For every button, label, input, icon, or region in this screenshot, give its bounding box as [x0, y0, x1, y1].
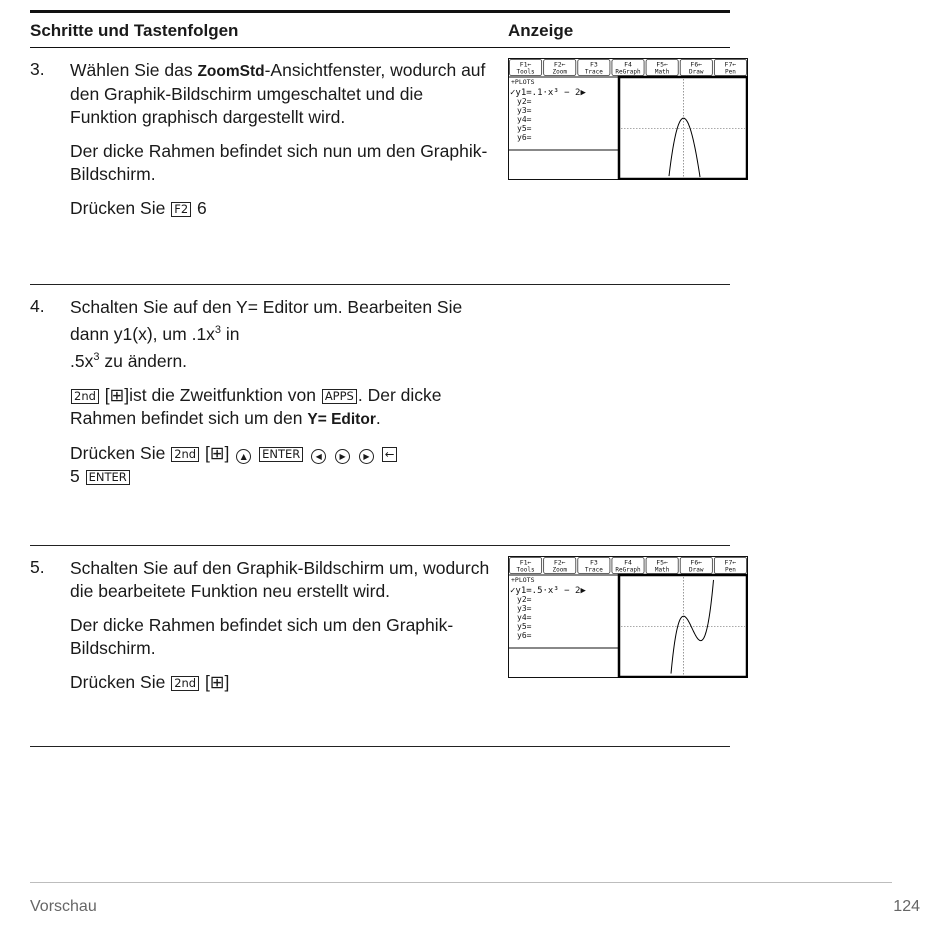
y-function-line: y6=: [517, 133, 532, 142]
step-number: 4.: [30, 296, 45, 316]
menu-key-label: F6←: [690, 558, 703, 567]
plots-label: +PLOTS: [511, 78, 535, 86]
menu-key-label: F7←: [724, 60, 737, 69]
step-paragraph: Wählen Sie das ZoomStd-Ansichtfenster, wodurch auf den Graphik-Bildschirm umgeschaltet und die Funktion graphisch dargestellt wird.: [70, 60, 486, 127]
arrow-right-icon: ▶: [359, 449, 374, 464]
menu-key-label: F6←: [690, 60, 703, 69]
menu-key-label: F2←: [553, 60, 566, 69]
menu-key-label: F3: [589, 60, 598, 69]
y-function-line: ✓y1=.5·x³ − 2▶: [510, 586, 586, 596]
key-2nd: 2nd: [171, 676, 199, 691]
plots-label: +PLOTS: [511, 576, 535, 584]
step-row-3: [30, 48, 737, 285]
step-keys: Drücken Sie 2nd [⊞]: [70, 672, 230, 692]
header-display: Anzeige: [508, 21, 574, 40]
key-bracket-graph: [⊞]: [204, 442, 230, 463]
y-function-line: y5=: [517, 124, 532, 133]
y-function-line: y3=: [517, 604, 532, 613]
key-bracket-graph: [⊞]: [104, 384, 130, 405]
y-function-line: y6=: [517, 631, 532, 640]
arrow-right-icon: ▶: [335, 449, 350, 464]
key-2nd: 2nd: [71, 389, 99, 404]
menu-key-label: F4: [624, 558, 632, 567]
menu-item-label: ReGraph: [615, 68, 641, 76]
step-text: [70, 557, 490, 705]
y-function-line: y4=: [517, 613, 532, 622]
steps-table: [30, 10, 737, 747]
menu-item-label: Draw: [689, 566, 704, 574]
footer-rule: [30, 882, 892, 883]
step-keys: Drücken Sie F2 6: [70, 198, 207, 218]
arrow-left-icon: ◀: [311, 449, 326, 464]
menu-item-label: Zoom: [552, 68, 567, 76]
key-2nd: 2nd: [171, 447, 199, 462]
menu-key-label: F5←: [656, 60, 669, 69]
menu-key-label: F2←: [553, 558, 566, 567]
graph-window: [619, 575, 747, 677]
menu-item-label: Math: [654, 566, 670, 574]
menu-item-label: Tools: [516, 68, 535, 76]
step-text: [70, 59, 490, 231]
menu-item-label: Zoom: [552, 566, 567, 574]
menu-key-label: F1←: [519, 60, 532, 69]
calculator-screen-zoomstd: [508, 58, 748, 180]
header-steps: Schritte und Tastenfolgen: [30, 21, 239, 40]
y-function-line: y5=: [517, 622, 532, 631]
menu-item-label: Trace: [584, 68, 603, 76]
step-number: 5.: [30, 557, 45, 577]
page-number: 124: [893, 898, 920, 915]
graph-window: [619, 77, 747, 179]
menu-item-label: Pen: [725, 566, 736, 574]
y-function-line: y4=: [517, 115, 532, 124]
key-backspace: ←: [382, 447, 398, 462]
menu-key-label: F4: [624, 60, 632, 69]
key-f2: F2: [171, 202, 191, 217]
arrow-up-icon: ▲: [236, 449, 251, 464]
step-paragraph: 2nd [⊞]ist die Zweitfunktion von APPS . Der dicke Rahmen befindet sich um den Y= Editor.: [70, 384, 442, 428]
menu-key-label: F5←: [656, 558, 669, 567]
menu-key-label: F3: [589, 558, 598, 567]
calculator-screen-edited: [508, 556, 748, 678]
step-paragraph: Schalten Sie auf den Graphik-Bildschirm um, wodurch die bearbeitete Funktion neu erstellt wird.: [70, 558, 490, 601]
step-paragraph: Der dicke Rahmen befindet sich um den Graphik-Bildschirm.: [70, 615, 454, 658]
step-keys: Drücken Sie 2nd [⊞] ▲ ENTER ◀ ▶ ▶ ← 5 ENTER: [70, 442, 490, 488]
step-number: 3.: [30, 59, 45, 79]
y-function-line: ✓y1=.1·x³ − 2▶: [510, 88, 586, 98]
key-enter: ENTER: [259, 447, 303, 462]
menu-item-label: Tools: [516, 566, 535, 574]
menu-item-label: Math: [654, 68, 670, 76]
menu-key-label: F7←: [724, 558, 737, 567]
step-row-4: [30, 285, 730, 546]
footer-title: Vorschau: [30, 898, 97, 915]
menu-item-label: Trace: [584, 566, 603, 574]
table-header: [30, 13, 730, 48]
step-text: [70, 296, 490, 499]
menu-key-label: F1←: [519, 558, 532, 567]
step-paragraph: Schalten Sie auf den Y= Editor um. Bearbeiten Sie dann y1(x), um $.1x^3$ in $.5x^3$ zu ändern.: [70, 297, 463, 371]
menu-item-label: Draw: [689, 68, 704, 76]
y-function-line: y3=: [517, 106, 532, 115]
key-bracket-graph: [⊞]: [204, 672, 230, 692]
step-paragraph: Der dicke Rahmen befindet sich nun um den Graphik-Bildschirm.: [70, 141, 488, 184]
menu-item-label: ReGraph: [615, 566, 641, 574]
menu-item-label: Pen: [725, 68, 736, 76]
key-apps: APPS: [322, 389, 357, 404]
step-row-5: [30, 546, 737, 747]
key-enter: ENTER: [86, 470, 130, 485]
y-function-line: y2=: [517, 97, 532, 106]
y-function-line: y2=: [517, 595, 532, 604]
